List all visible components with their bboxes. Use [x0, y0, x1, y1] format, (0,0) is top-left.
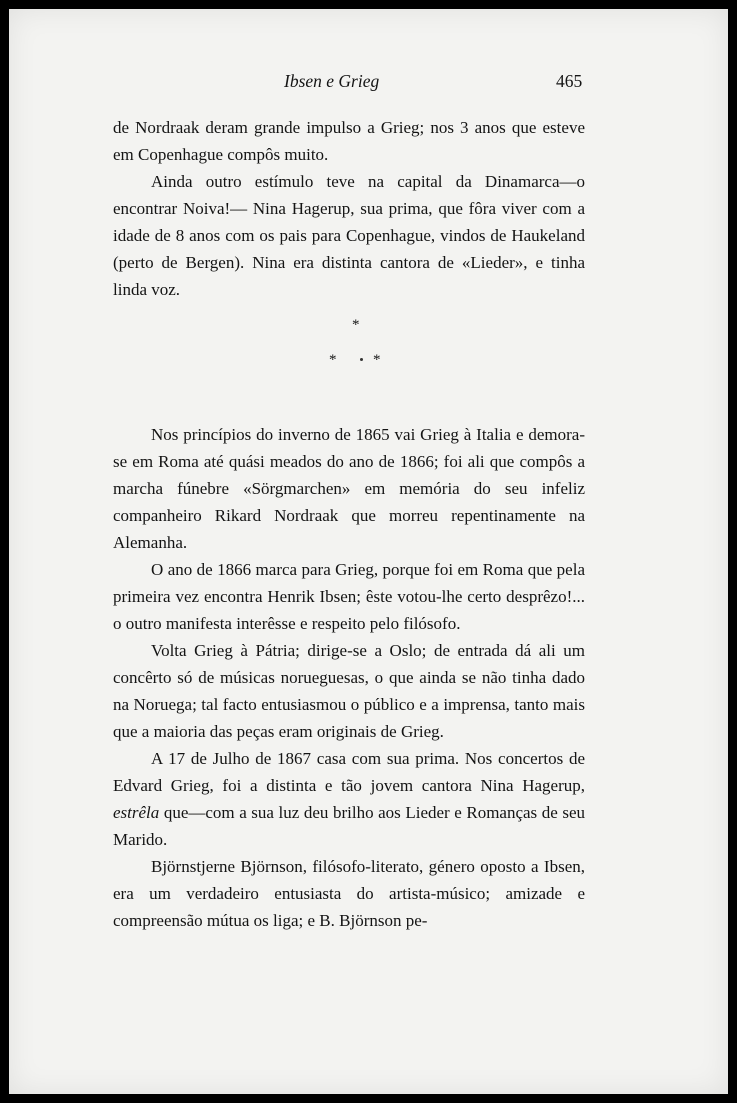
separator-star-right: *	[373, 352, 381, 368]
paragraph-4: O ano de 1866 marca para Grieg, porque foi em Roma que pela primeira vez encontra Henrik Ibsen; êste votou-lhe certo desprêzo!... o outro manifesta interêsse e respeito pelo filósofo.	[113, 560, 585, 633]
section-separator	[113, 303, 585, 421]
running-title: Ibsen e Grieg	[284, 71, 380, 91]
paragraph-3: Nos princípios do inverno de 1865 vai Grieg à Italia e demora-se em Roma até quási meados do ano de 1866; foi ali que compôs a marcha fúnebre «Sörgmarchen» em memória do seu infeliz companheiro Rikard Nordraak que morreu repentinamente na Alemanha.	[113, 425, 585, 552]
body-text	[113, 114, 585, 934]
paragraph-5: Volta Grieg à Pátria; dirige-se a Oslo; de entrada dá ali um concêrto só de músicas norueguesas, o que ainda se não tinha dado na Noruega; tal facto entusiasmou o público e a imprensa, tanto mais que a maioria das peças eram originais de Grieg.	[113, 641, 585, 741]
paragraph-6	[113, 745, 585, 853]
paragraph-6-start: A 17 de Julho de 1867 casa com sua prima. Nos concertos de Edvard Grieg, foi a distinta e tão jovem cantora Nina Hagerup,	[113, 749, 585, 795]
book-page	[9, 9, 728, 1094]
paragraph-6-end: que—com a sua luz deu brilho aos Lieder e Romanças de seu Marido.	[113, 803, 585, 849]
paragraph-7: Björnstjerne Björnson, filósofo-literato, género oposto a Ibsen, era um verdadeiro entusiasta do artista-músico; amizade e compreensão mútua os liga; e B. Björnson pe-	[113, 857, 585, 930]
separator-star-top: *	[352, 317, 360, 333]
paragraph-1: de Nordraak deram grande impulso a Grieg; nos 3 anos que esteve em Copenhague compôs muito.	[113, 118, 585, 164]
paragraph-2: Ainda outro estímulo teve na capital da Dinamarca—o encontrar Noiva!— Nina Hagerup, sua prima, que fôra viver com a idade de 8 anos com os pais para Copenhague, vindos de Haukeland (perto de Bergen). Nina era distinta cantora de «Lieder», e tinha linda voz.	[113, 172, 585, 299]
page-number: 465	[556, 71, 583, 91]
paragraph-6-italic-word: estrêla	[113, 803, 160, 822]
separator-star-left: *	[329, 352, 337, 368]
separator-dot	[360, 358, 363, 361]
